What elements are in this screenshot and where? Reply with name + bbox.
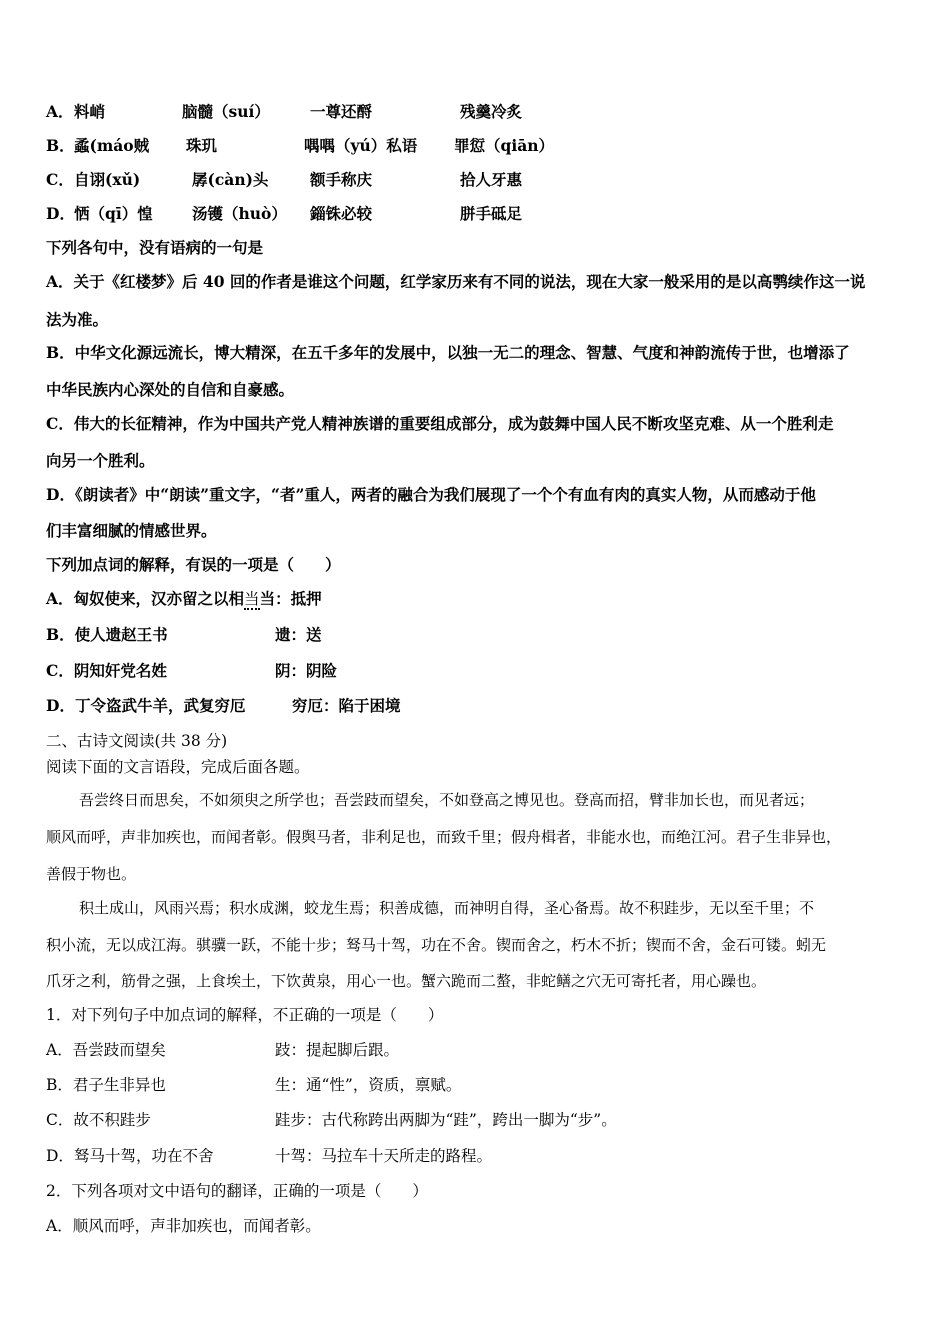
word-a-3: 一尊还酹 — [310, 102, 373, 121]
word-option-a: A． 料峭 脑髓（suí） 一尊还酹 残羹冷炙 — [46, 102, 523, 121]
passage-line: 爪牙之利，筋骨之强，上食埃土，下饮黄泉，用心一也。蟹六跪而二螯，非蛇鳝之穴无可寄托者，用心躁也。 — [46, 972, 767, 990]
word-option-c: C． 自诩(xǔ) 孱(càn)头 额手称庆 拾人牙惠 — [46, 170, 523, 189]
word-c-4: 拾人牙惠 — [460, 170, 523, 189]
dotted-option-b: B．使人遗赵王书 遗：送 — [46, 625, 322, 644]
sentence-option-d: D．《朗读者》中“朗读”重文字，“者”重人，两者的融合为我们展现了一个个有血有肉的真实人物，从而感动于他 — [46, 485, 816, 504]
word-d-3: 錙铢必较 — [310, 204, 373, 223]
passage-line: 吾尝终日而思矣，不如须臾之所学也；吾尝跂而望矣，不如登高之博见也。登高而招，臂非加长也，而见者远； — [79, 791, 815, 809]
passage-line: 善假于物也。 — [46, 865, 137, 883]
sentence-option-a-cont: 法为准。 — [46, 310, 109, 329]
question-stem: 下列各句中，没有语病的一句是 — [46, 238, 264, 257]
sentence-option-c: C．伟大的长征精神，作为中国共产党人精神族谱的重要组成部分，成为鼓舞中国人民不断攻坚克难、从一个胜利走 — [46, 414, 834, 433]
word-a-4: 残羹冷炙 — [460, 102, 523, 121]
dotted-option-a: A．匈奴使来，汉亦留之以相当当：抵押 — [46, 589, 322, 608]
dotted-option-d: D．丁令盗武牛羊，武复穷厄 穷厄：陷于困境 — [46, 696, 401, 715]
dotted-word: 当 — [244, 590, 260, 608]
sentence-option-c-cont: 向另一个胜利。 — [46, 451, 155, 470]
word-a-1: 料峭 — [74, 102, 106, 121]
q1-option-b: B．君子生非异也 生：通“性”，资质，禀赋。 — [46, 1076, 462, 1094]
passage-line: 顺风而呼，声非加疾也，而闻者彰。假舆马者，非利足也，而致千里；假舟楫者，非能水也，而绝江河。君子生非异也， — [46, 828, 842, 846]
word-d-2: 汤镬（huò） — [192, 204, 287, 223]
sentence-option-d-cont: 们丰富细腻的情感世界。 — [46, 521, 217, 540]
question-stem: 1．对下列句子中加点词的解释，不正确的一项是（ ） — [46, 1006, 444, 1024]
section-heading: 二、古诗文阅读(共 38 分) — [46, 732, 228, 750]
passage-line: 积土成山，风雨兴焉；积水成渊，蛟龙生焉；积善成德，而神明自得，圣心备焉。故不积跬步，无以至千里；不 — [79, 899, 815, 917]
q1-option-c: C．故不积跬步 跬步：古代称跨出两脚为“跬”，跨出一脚为“步”。 — [46, 1111, 617, 1129]
q1-option-d: D．驽马十驾，功在不舍 十驾：马拉车十天所走的路程。 — [46, 1147, 493, 1165]
q1-option-a: A．吾尝跂而望矣 跂：提起脚后跟。 — [46, 1041, 400, 1059]
word-b-2: 珠玑 — [186, 136, 218, 155]
word-a-2: 脑髓（suí） — [182, 102, 270, 121]
word-option-d: D． 恓（qī）惶 汤镬（huò） 錙铢必较 胼手砥足 — [46, 204, 523, 223]
sentence-option-b: B．中华文化源远流长，博大精深，在五千多年的发展中，以独一无二的理念、智慧、气度和神韵流传于世，也增添了 — [46, 343, 850, 362]
question-stem: 下列加点词的解释，有误的一项是（ ） — [46, 555, 341, 574]
sentence-option-b-cont: 中华民族内心深处的自信和自豪感。 — [46, 380, 295, 399]
word-c-2: 孱(càn)头 — [192, 170, 269, 189]
sentence-option-a: A．关于《红楼梦》后 40 回的作者是谁这个问题，红学家历来有不同的说法，现在大家一般采用的是以高鹗续作这一说 — [46, 272, 866, 291]
question-stem: 2．下列各项对文中语句的翻译，正确的一项是（ ） — [46, 1182, 428, 1200]
word-d-4: 胼手砥足 — [460, 204, 523, 223]
section-intro: 阅读下面的文言语段，完成后面各题。 — [46, 758, 310, 776]
word-b-1: 蟊(máo贼 — [74, 136, 150, 155]
passage-line: 积小流，无以成江海。骐骥一跃，不能十步；驽马十驾，功在不舍。锲而舍之，朽木不折；锲而不舍，金石可镂。蚓无 — [46, 936, 827, 954]
dotted-option-c: C．阴知奸党名姓 阴：阴险 — [46, 661, 338, 680]
word-c-3: 额手称庆 — [310, 170, 373, 189]
q2-option-a: A．顺风而呼，声非加疾也，而闻者彰。 — [46, 1217, 321, 1235]
word-option-b: B． 蟊(máo贼 珠玑 喁喁（yú）私语 罪愆（qiān） — [46, 136, 555, 155]
word-c-1: 自诩(xǔ) — [74, 170, 141, 189]
word-b-4: 罪愆（qiān） — [454, 136, 555, 155]
word-b-3: 喁喁（yú）私语 — [304, 136, 418, 155]
word-d-1: 恓（qī）惶 — [74, 204, 153, 223]
